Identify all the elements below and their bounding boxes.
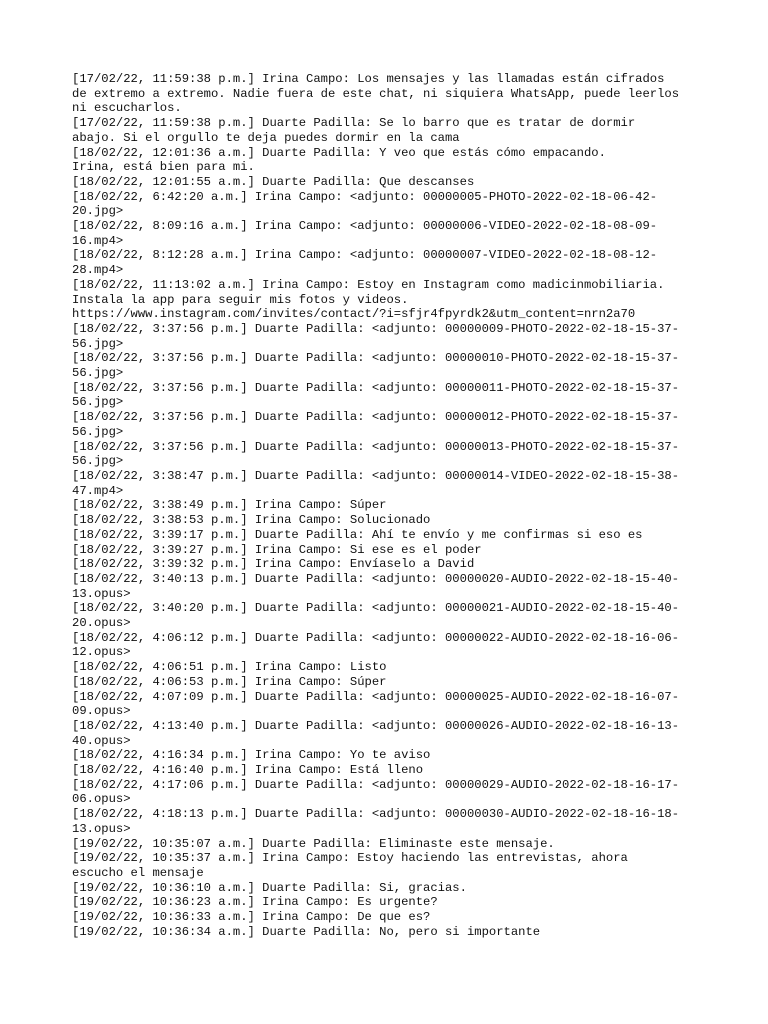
transcript-line: [18/02/22, 11:13:02 a.m.] Irina Campo: Estoy en Instagram como madicinmobiliaria. [72,277,665,292]
transcript-line: 28.mp4> [72,263,124,278]
instagram-invite-link[interactable]: https://www.instagram.com/invites/contact/?i=sfjr4fpyrdk2&utm_content=nrn2a70 [72,307,636,322]
transcript-line: 56.jpg> [72,454,124,469]
transcript-line: [18/02/22, 4:07:09 p.m.] Duarte Padilla: <adjunto: 00000025-AUDIO-2022-02-18-16-07- [72,689,680,704]
transcript-line: [19/02/22, 10:35:07 a.m.] Duarte Padilla: Eliminaste este mensaje. [72,836,555,851]
transcript-line: [19/02/22, 10:36:23 a.m.] Irina Campo: Es urgente? [72,895,438,910]
transcript-line: 56.jpg> [72,366,124,381]
transcript-line: [18/02/22, 3:37:56 p.m.] Duarte Padilla: <adjunto: 00000010-PHOTO-2022-02-18-15-37- [72,351,680,366]
transcript-line: [18/02/22, 8:12:28 a.m.] Irina Campo: <adjunto: 00000007-VIDEO-2022-02-18-08-12- [72,248,658,263]
transcript-line: [18/02/22, 6:42:20 a.m.] Irina Campo: <adjunto: 00000005-PHOTO-2022-02-18-06-42- [72,189,658,204]
transcript-line: 20.jpg> [72,204,124,219]
transcript-line: 16.mp4> [72,233,124,248]
transcript-line: [18/02/22, 3:40:13 p.m.] Duarte Padilla: <adjunto: 00000020-AUDIO-2022-02-18-15-40- [72,571,680,586]
transcript-line: abajo. Si el orgullo te deja puedes dormir en la cama [72,130,460,145]
transcript-line: [18/02/22, 4:18:13 p.m.] Duarte Padilla: <adjunto: 00000030-AUDIO-2022-02-18-16-18- [72,807,680,822]
transcript-line: [18/02/22, 3:38:49 p.m.] Irina Campo: Súper [72,498,387,513]
transcript-line: 47.mp4> [72,483,124,498]
transcript-line: [18/02/22, 3:40:20 p.m.] Duarte Padilla: <adjunto: 00000021-AUDIO-2022-02-18-15-40- [72,601,680,616]
transcript-line: [18/02/22, 3:37:56 p.m.] Duarte Padilla: <adjunto: 00000011-PHOTO-2022-02-18-15-37- [72,380,680,395]
transcript-line: [18/02/22, 3:38:47 p.m.] Duarte Padilla: <adjunto: 00000014-VIDEO-2022-02-18-15-38- [72,468,680,483]
transcript-line: 06.opus> [72,792,131,807]
transcript-line: de extremo a extremo. Nadie fuera de este chat, ni siquiera WhatsApp, puede leerlos [72,86,680,101]
transcript-line: [18/02/22, 3:37:56 p.m.] Duarte Padilla: <adjunto: 00000012-PHOTO-2022-02-18-15-37- [72,410,680,425]
transcript-line: [18/02/22, 3:39:27 p.m.] Irina Campo: Si ese es el poder [72,542,482,557]
transcript-line: [18/02/22, 12:01:55 a.m.] Duarte Padilla: Que descanses [72,174,475,189]
transcript-line: [18/02/22, 4:17:06 p.m.] Duarte Padilla: <adjunto: 00000029-AUDIO-2022-02-18-16-17- [72,777,680,792]
transcript-line: [18/02/22, 3:37:56 p.m.] Duarte Padilla: <adjunto: 00000009-PHOTO-2022-02-18-15-37- [72,321,680,336]
transcript-line: [19/02/22, 10:36:10 a.m.] Duarte Padilla: Si, gracias. [72,880,467,895]
chat-transcript-page [72,72,702,939]
transcript-line: [18/02/22, 3:39:32 p.m.] Irina Campo: Envíaselo a David [72,557,475,572]
transcript-line: [18/02/22, 3:39:17 p.m.] Duarte Padilla: Ahí te envío y me confirmas si eso es [72,527,643,542]
transcript-line: [18/02/22, 4:16:34 p.m.] Irina Campo: Yo te aviso [72,748,431,763]
transcript-line: [17/02/22, 11:59:38 p.m.] Duarte Padilla: Se lo barro que es tratar de dormir [72,116,636,131]
transcript-line: [18/02/22, 12:01:36 a.m.] Duarte Padilla: Y veo que estás cómo empacando. [72,145,606,160]
transcript-line: 20.opus> [72,616,131,631]
transcript-line: [19/02/22, 10:36:33 a.m.] Irina Campo: De que es? [72,910,431,925]
transcript-line: Instala la app para seguir mis fotos y videos. [72,292,409,307]
transcript-line: 09.opus> [72,704,131,719]
transcript-line: escucho el mensaje [72,865,204,880]
transcript-line: [18/02/22, 8:09:16 a.m.] Irina Campo: <adjunto: 00000006-VIDEO-2022-02-18-08-09- [72,219,658,234]
transcript-line: 56.jpg> [72,395,124,410]
transcript-line: 12.opus> [72,645,131,660]
transcript-line: [18/02/22, 4:06:12 p.m.] Duarte Padilla: <adjunto: 00000022-AUDIO-2022-02-18-16-06- [72,630,680,645]
transcript-line: [18/02/22, 3:37:56 p.m.] Duarte Padilla: <adjunto: 00000013-PHOTO-2022-02-18-15-37- [72,439,680,454]
transcript-line: ni escucharlos. [72,101,182,116]
transcript-line: [19/02/22, 10:36:34 a.m.] Duarte Padilla: No, pero si importante [72,924,541,939]
transcript-line: Irina, está bien para mi. [72,160,255,175]
transcript-line: [19/02/22, 10:35:37 a.m.] Irina Campo: Estoy haciendo las entrevistas, ahora [72,851,628,866]
transcript-line: [18/02/22, 4:06:51 p.m.] Irina Campo: Listo [72,660,387,675]
transcript-line: 56.jpg> [72,424,124,439]
transcript-line: [18/02/22, 4:16:40 p.m.] Irina Campo: Está lleno [72,763,424,778]
transcript-line: [18/02/22, 4:13:40 p.m.] Duarte Padilla: <adjunto: 00000026-AUDIO-2022-02-18-16-13- [72,718,680,733]
transcript-line: 56.jpg> [72,336,124,351]
transcript-line: 40.opus> [72,733,131,748]
transcript-line: [18/02/22, 3:38:53 p.m.] Irina Campo: Solucionado [72,513,431,528]
transcript-line: 13.opus> [72,821,131,836]
transcript-line: [17/02/22, 11:59:38 p.m.] Irina Campo: Los mensajes y las llamadas están cifrados [72,72,665,86]
transcript-line: 13.opus> [72,586,131,601]
transcript-line: [18/02/22, 4:06:53 p.m.] Irina Campo: Súper [72,674,387,689]
